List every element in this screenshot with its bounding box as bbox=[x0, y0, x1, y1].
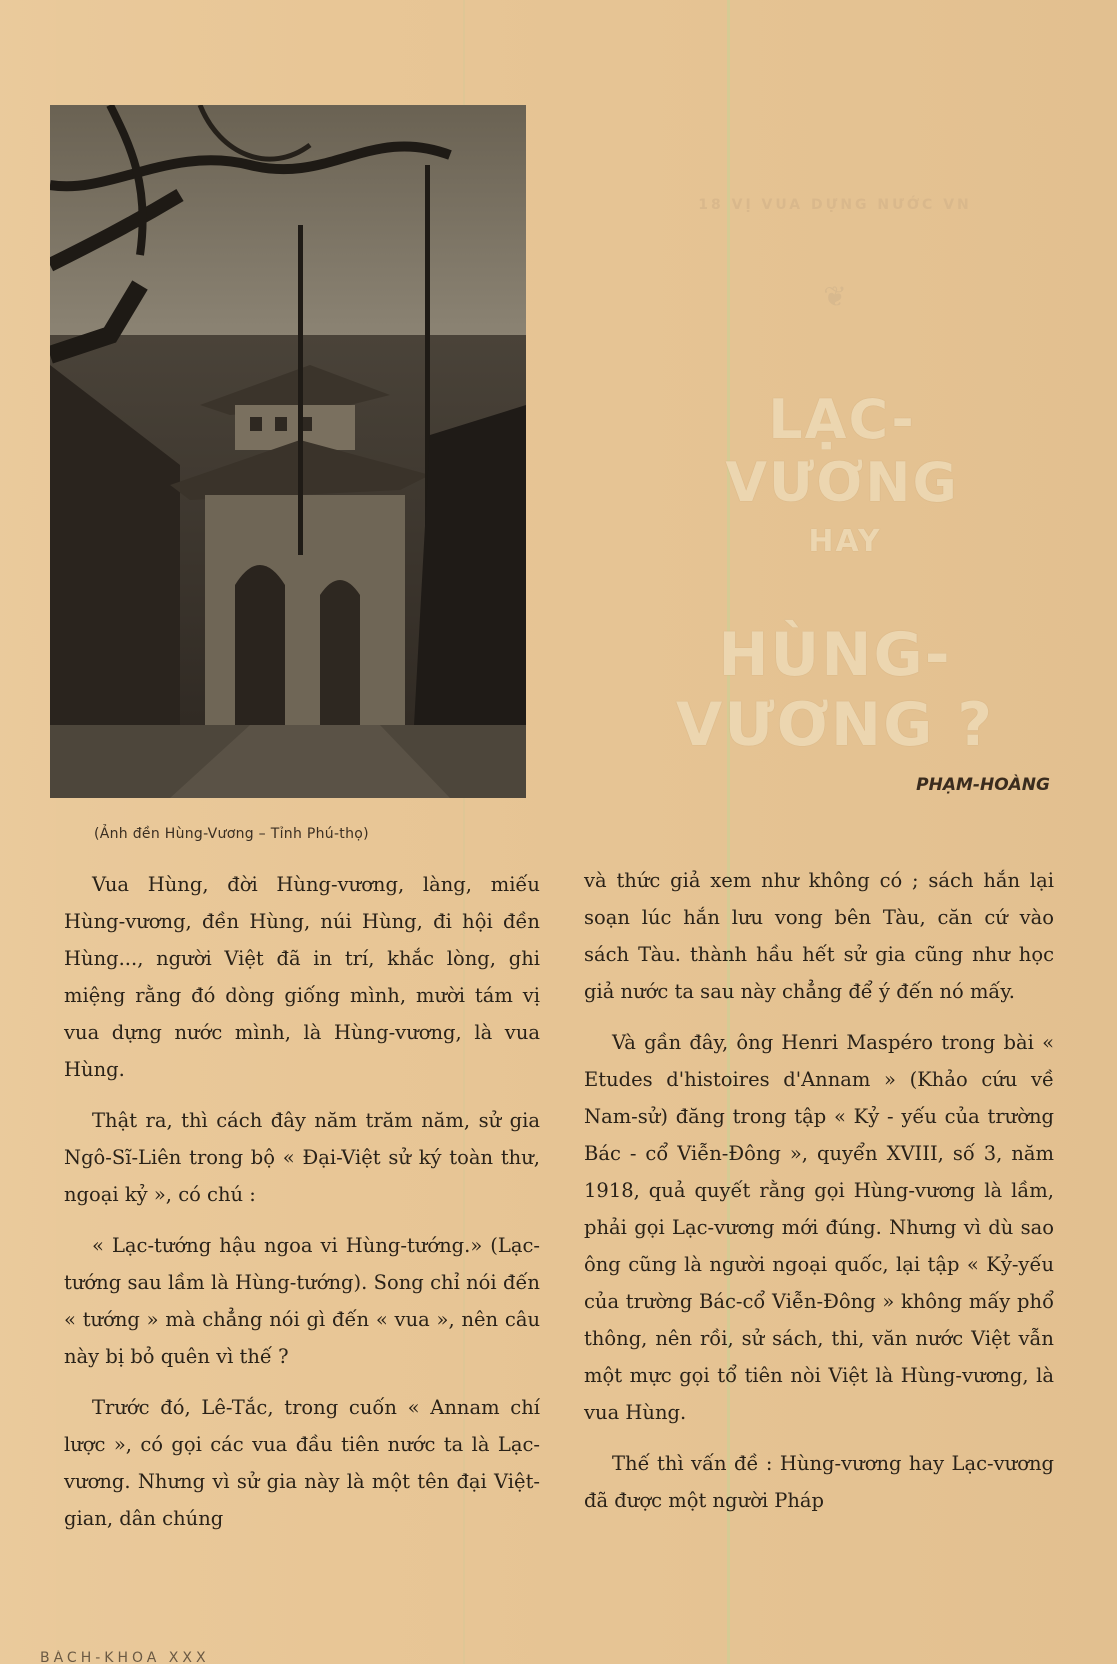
paragraph: Trước đó, Lê-Tắc, trong cuốn « Annam chí lược », có gọi các vua đầu tiên nước ta là Lạc-vương. Nhưng vì sử gia này là một tên đại Việt-gian, dân chúng bbox=[64, 1396, 540, 1530]
paragraph: « Lạc-tướng hậu ngoa vi Hùng-tướng.» (Lạc-tướng sau lầm là Hùng-tướng). Song chỉ nói đến « tướng » mà chẳng nói gì đến « vua », nên câu này bị bỏ quên vì thế ? bbox=[64, 1234, 540, 1368]
paragraph: Thật ra, thì cách đây năm trăm năm, sử gia Ngô-Sĩ-Liên trong bộ « Đại-Việt sử ký toàn thư, ngoại kỷ », có chú : bbox=[64, 1109, 540, 1206]
title-line-1: LẠC-VƯƠNG bbox=[725, 388, 959, 514]
author-byline: PHẠM-HOÀNG bbox=[916, 775, 1050, 795]
paragraph: Thế thì vấn đề : Hùng-vương hay Lạc-vương đã được một người Pháp bbox=[584, 1452, 1054, 1512]
left-column bbox=[64, 866, 540, 1551]
paragraph: và thức giả xem như không có ; sách hắn lại soạn lúc hắn lưu vong bên Tàu, căn cứ vào sách Tàu. thành hầu hết sử gia cũng như học giả nước ta sau này chẳng để ý đến nó mấy. bbox=[584, 869, 1054, 1003]
temple-illustration bbox=[50, 105, 526, 798]
ornament-icon: ❦ bbox=[823, 280, 847, 313]
title-line-2: HÙNG-VƯƠNG ? bbox=[675, 620, 995, 760]
paragraph: Và gần đây, ông Henri Maspéro trong bài « Etudes d'histoires d'Annam » (Khảo cứu về Nam-sử) đăng trong tập « Kỷ - yếu của trường Bác - cổ Viễn-Đông », quyển XVIII, số 3, năm 1918, quả quyết rằng gọi Hùng-vương là lầm, phải gọi Lạc-vương mới đúng. Nhưng vì dù sao ông cũng là người ngoại quốc, lại tập « Kỷ-yếu của trường Bác-cổ Viễn-Đông » không mấy phổ thông, nên rồi, sử sách, thi, văn nước Việt vẫn một mực gọi tổ tiên nòi Việt là Hùng-vương, là vua Hùng. bbox=[584, 1031, 1054, 1424]
photo-caption: (Ảnh đền Hùng-Vương – Tỉnh Phú-thọ) bbox=[94, 826, 369, 842]
footer-fragment: BÁCH-KHOA XXX bbox=[40, 1650, 210, 1664]
paragraph: Vua Hùng, đời Hùng-vương, làng, miếu Hùng-vương, đền Hùng, núi Hùng, đi hội đền Hùng..., người Việt đã in trí, khắc lòng, ghi miệng rằng đó dòng giống mình, mười tám vị vua dựng nước mình, là Hùng-vương, là vua Hùng. bbox=[64, 873, 540, 1081]
title-connector: HAY bbox=[808, 524, 882, 559]
temple-photo bbox=[50, 105, 526, 798]
right-column bbox=[584, 862, 1054, 1533]
title-kicker: 18 VỊ VUA DỰNG NƯỚC VN bbox=[698, 197, 972, 213]
